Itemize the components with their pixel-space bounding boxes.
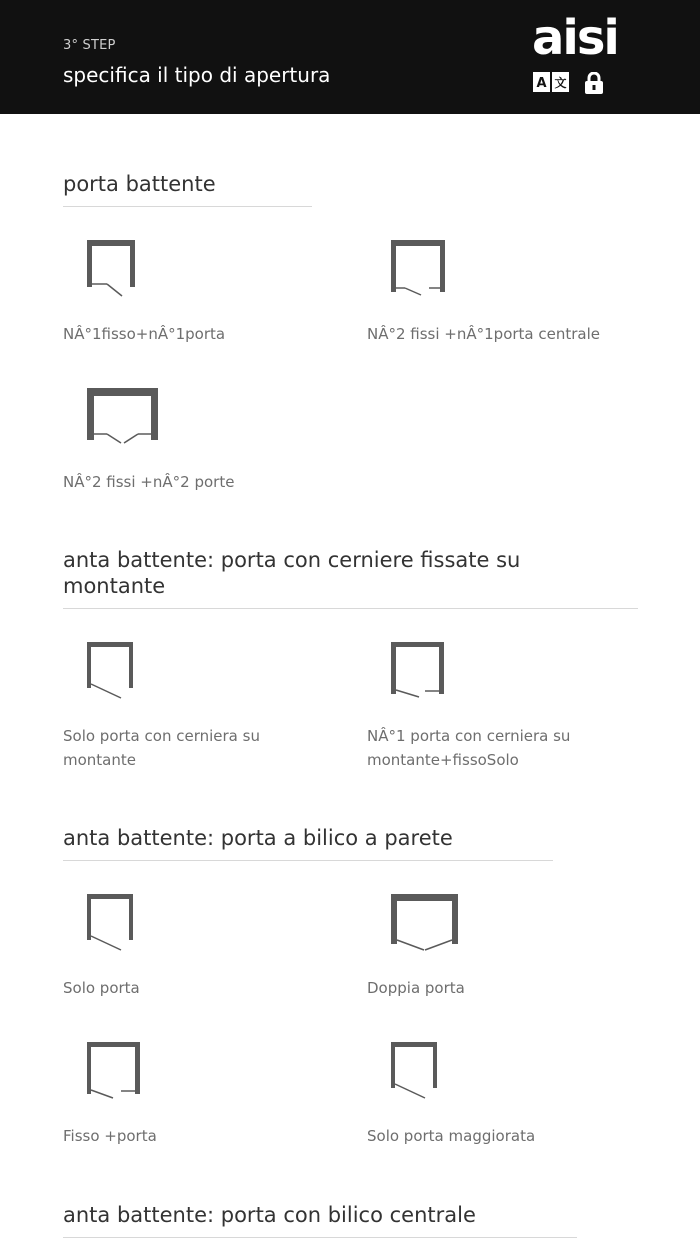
option-2fissi-2porte[interactable] [63, 388, 353, 498]
app-header [0, 0, 700, 114]
door-only-icon [87, 894, 147, 954]
section-title-bilico-parete: anta battente: porta a bilico a parete [63, 826, 453, 850]
double-door-icon [391, 894, 471, 954]
option-label: NÂ°2 fissi +nÂ°2 porte [63, 473, 235, 491]
brand-logo: aisi [532, 10, 618, 66]
section-title-cerniere-montante: anta battente: porta con cerniere fissate su montante [63, 548, 521, 598]
option-label: Doppia porta [367, 979, 465, 997]
option-label: Fisso +porta [63, 1127, 157, 1145]
option-solo-porta-cerniera[interactable] [63, 642, 353, 774]
option-1fisso-1porta[interactable] [63, 240, 353, 350]
option-solo-porta[interactable] [63, 894, 353, 1004]
section-divider [63, 1237, 577, 1238]
option-label: NÂ°1fisso+nÂ°1porta [63, 325, 226, 343]
translate-icon[interactable] [533, 72, 569, 92]
fixed-plus-door-icon [87, 1042, 147, 1102]
door-two-fixed-center-door-icon [391, 240, 451, 300]
option-label: NÂ°2 fissi +nÂ°1porta centrale [367, 325, 601, 343]
door-fixed-plus-door-icon [87, 240, 147, 300]
door-two-fixed-two-doors-icon [87, 388, 167, 448]
option-label: Solo porta maggiorata [367, 1127, 536, 1145]
svg-text:A: A [536, 76, 547, 91]
option-2fissi-1porta-centrale[interactable] [367, 240, 657, 350]
section-title-bilico-centrale: anta battente: porta con bilico centrale [63, 1203, 476, 1227]
option-label: Solo porta con cerniera su montante [63, 727, 260, 769]
svg-text:文: 文 [554, 76, 567, 90]
section-title-porta-battente: porta battente [63, 172, 216, 196]
page-title: specifica il tipo di apertura [63, 63, 331, 87]
lock-icon[interactable] [584, 72, 604, 94]
section-divider [63, 608, 638, 609]
option-porta-cerniera-fisso[interactable] [367, 642, 657, 774]
option-label: NÂ°1 porta con cerniera su montante+fissoSolo [367, 727, 571, 769]
door-hinge-plus-fixed-icon [391, 642, 451, 702]
option-doppia-porta[interactable] [367, 894, 657, 1004]
step-indicator: 3° STEP [63, 38, 116, 53]
door-only-enlarged-icon [391, 1042, 451, 1102]
section-divider [63, 206, 312, 207]
door-only-hinge-icon [87, 642, 147, 702]
option-solo-porta-maggiorata[interactable] [367, 1042, 657, 1152]
option-label: Solo porta [63, 979, 140, 997]
section-divider [63, 860, 553, 861]
option-fisso-porta[interactable] [63, 1042, 353, 1152]
